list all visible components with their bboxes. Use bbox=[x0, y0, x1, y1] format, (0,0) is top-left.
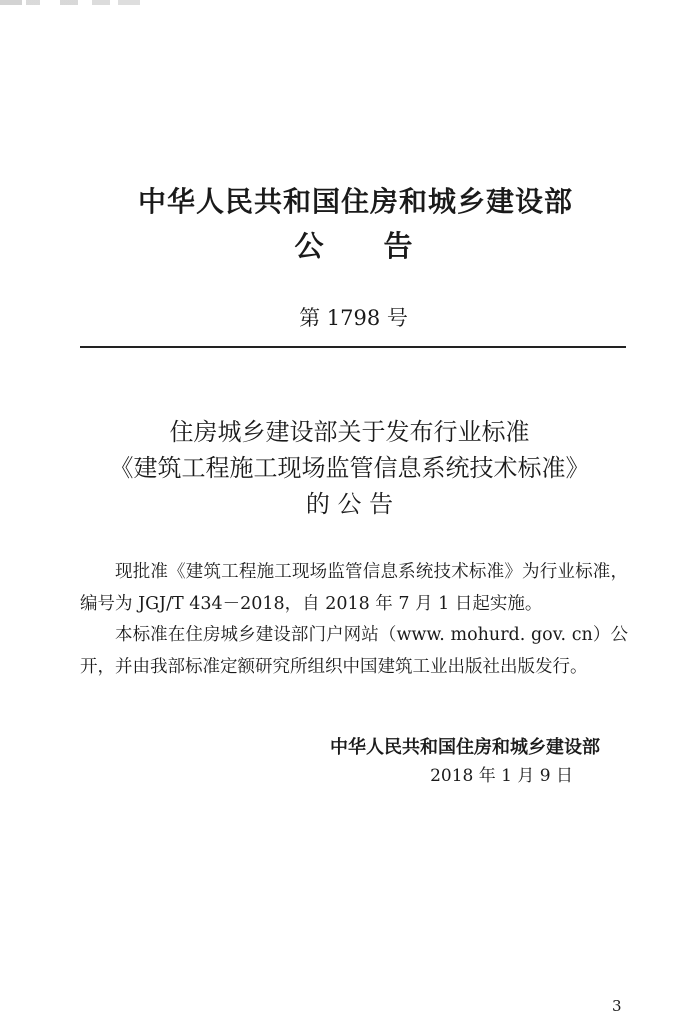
announcement-title bbox=[8, 414, 683, 522]
signature-issuer: 中华人民共和国住房和城乡建设部 bbox=[330, 737, 600, 758]
title-line-3: 的 公 告 bbox=[305, 490, 394, 518]
body-paragraph-2: 本标准在住房城乡建设部门户网站（www. mohurd. gov. cn）公开，并由我部标准定额研究所组织中国建筑工业出版社出版发行。 bbox=[80, 625, 628, 677]
scan-edge-mark bbox=[0, 0, 150, 5]
header-divider bbox=[80, 346, 626, 348]
document-type-char-2: 告 bbox=[383, 229, 413, 263]
document-number: 第 1798 号 bbox=[299, 306, 408, 330]
document-type bbox=[12, 226, 683, 266]
title-line-2: 《建筑工程施工现场监管信息系统技术标准》 bbox=[109, 454, 590, 482]
document-type-char-1: 公 bbox=[294, 229, 324, 263]
body-paragraph-1: 现批准《建筑工程施工现场监管信息系统技术标准》为行业标准，编号为 JGJ/T 434－2018，自 2018 年 7 月 1 日起实施。 bbox=[80, 562, 628, 614]
issuer-name: 中华人民共和国住房和城乡建设部 bbox=[137, 185, 573, 218]
page-number: 3 bbox=[612, 997, 622, 1015]
announcement-body bbox=[80, 557, 628, 683]
title-line-1: 住房城乡建设部关于发布行业标准 bbox=[169, 418, 530, 446]
signature-date: 2018 年 1 月 9 日 bbox=[430, 766, 573, 786]
